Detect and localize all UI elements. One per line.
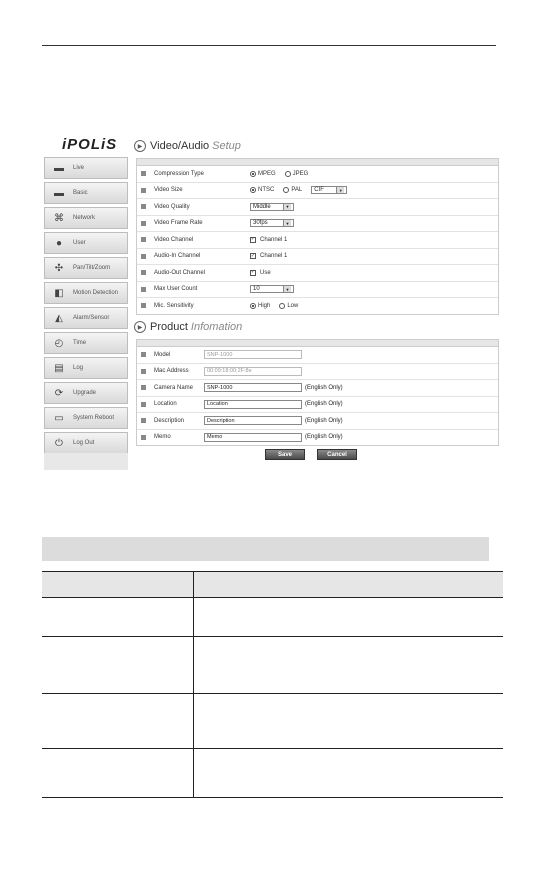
audio-out-row: Audio-Out Channel ✓ Use	[137, 265, 498, 282]
users-icon: ●	[55, 237, 63, 249]
frame-rate-select[interactable]: 30fps ▼	[250, 219, 294, 227]
sidebar-item-label: Live	[73, 165, 85, 171]
location-row: Location Location (English Only)	[137, 397, 498, 414]
play-circle-icon: ▶	[134, 321, 146, 333]
sidebar-item-upgrade[interactable]	[44, 382, 128, 404]
frame-rate-row: Video Frame Rate 30fps ▼	[137, 216, 498, 233]
table-row	[42, 637, 503, 694]
monitor-icon: ▬	[54, 187, 64, 199]
video-size-select[interactable]: CIF ▼	[311, 186, 347, 194]
mac-row: Mac Address 00:09:18:00:2F:8e	[137, 364, 498, 381]
settings-table	[42, 571, 503, 798]
bullet-icon	[141, 221, 146, 226]
max-user-row: Max User Count 10 ▼	[137, 282, 498, 299]
motion-icon: ◧	[54, 287, 64, 299]
sidebar-item-time[interactable]	[44, 332, 128, 354]
chevron-down-icon: ▼	[336, 187, 344, 193]
description-row: Description Description (English Only)	[137, 413, 498, 430]
camera-name-input[interactable]: SNP-1000	[204, 383, 302, 392]
bullet-icon	[141, 352, 146, 357]
play-circle-icon: ▶	[134, 140, 146, 152]
bullet-icon	[141, 204, 146, 209]
mpeg-radio[interactable]: MPEG	[250, 171, 276, 177]
mic-low-radio[interactable]: Low	[279, 303, 298, 309]
monitor-icon: ▬	[54, 162, 64, 174]
description-input[interactable]: Description	[204, 416, 302, 425]
camera-name-row: Camera Name SNP-1000 (English Only)	[137, 380, 498, 397]
audio-out-checkbox[interactable]: ✓	[250, 269, 256, 276]
table-caption-bar	[42, 537, 489, 561]
sidebar-item-basic[interactable]	[44, 182, 128, 204]
video-audio-panel	[136, 158, 499, 315]
bullet-icon	[141, 171, 146, 176]
video-audio-title: ▶ Video/Audio Setup	[134, 137, 241, 155]
main-content	[134, 133, 499, 470]
memo-input[interactable]: Memo	[204, 433, 302, 442]
sidebar-nav	[44, 157, 128, 457]
sidebar	[44, 133, 128, 470]
location-input[interactable]: Location	[204, 400, 302, 409]
reboot-icon: ▭	[54, 412, 64, 424]
bullet-icon	[141, 188, 146, 193]
audio-in-checkbox[interactable]: ✓	[250, 252, 256, 259]
save-button[interactable]: Save	[265, 449, 305, 460]
product-info-title: ▶ Product Infomation	[134, 318, 242, 336]
bullet-icon	[141, 435, 146, 440]
sidebar-item-pan-tilt-zoom[interactable]	[44, 257, 128, 279]
video-quality-row: Video Quality Middle ▼	[137, 199, 498, 216]
video-quality-select[interactable]: Middle ▼	[250, 203, 294, 211]
sidebar-item-alarm-sensor[interactable]	[44, 307, 128, 329]
jpeg-radio[interactable]: JPEG	[285, 171, 309, 177]
app-window	[44, 133, 499, 470]
upgrade-icon: ⟳	[54, 387, 64, 399]
max-user-select[interactable]: 10 ▼	[250, 285, 294, 293]
sidebar-item-label: User	[73, 240, 86, 246]
alarm-icon: ◭	[55, 312, 63, 324]
bullet-icon	[141, 287, 146, 292]
sidebar-item-label: Log Out	[73, 440, 95, 446]
compression-row: Compression Type MPEG JPEG	[137, 166, 498, 183]
network-icon: ⌘	[54, 212, 64, 224]
sidebar-item-label: Network	[73, 215, 96, 221]
mac-field: 00:09:18:00:2F:8e	[204, 367, 302, 376]
sidebar-item-label: Time	[73, 340, 87, 346]
table-row	[42, 598, 503, 637]
cancel-button[interactable]: Cancel	[317, 449, 357, 460]
header-rule	[42, 45, 496, 46]
table-row	[42, 694, 503, 749]
sidebar-footer	[44, 453, 128, 470]
video-size-row: Video Size NTSC PAL CIF ▼	[137, 183, 498, 200]
model-row: Model SNP-1000	[137, 347, 498, 364]
bullet-icon	[141, 254, 146, 259]
bullet-icon	[141, 237, 146, 242]
sidebar-item-label: Upgrade	[73, 390, 97, 396]
mic-sensitivity-row: Mic. Sensitivity High Low	[137, 298, 498, 314]
sidebar-item-log-out[interactable]	[44, 432, 128, 454]
chevron-down-icon: ▼	[283, 286, 291, 292]
sidebar-item-log[interactable]	[44, 357, 128, 379]
product-info-panel	[136, 339, 499, 446]
log-icon: ▤	[54, 362, 64, 374]
video-channel-row: Video Channel ✓ Channel 1	[137, 232, 498, 249]
sidebar-item-system-reboot[interactable]	[44, 407, 128, 429]
logout-icon: ⏻	[55, 437, 63, 449]
audio-in-row: Audio-In Channel ✓ Channel 1	[137, 249, 498, 266]
sidebar-item-label: Alarm/Sensor	[73, 315, 110, 321]
bullet-icon	[141, 418, 146, 423]
sidebar-item-network[interactable]	[44, 207, 128, 229]
sidebar-item-live[interactable]	[44, 157, 128, 179]
ntsc-radio[interactable]: NTSC	[250, 187, 274, 193]
sidebar-item-label: Basic	[73, 190, 88, 196]
sidebar-item-label: System Reboot	[73, 415, 115, 421]
bullet-icon	[141, 385, 146, 390]
table-header	[42, 572, 503, 598]
sidebar-item-user[interactable]	[44, 232, 128, 254]
clock-icon: ◴	[54, 337, 64, 349]
sidebar-item-label: Log	[73, 365, 84, 371]
chevron-down-icon: ▼	[283, 220, 291, 226]
sidebar-item-label: Motion Detection	[73, 290, 119, 296]
model-field: SNP-1000	[204, 350, 302, 359]
table-row	[42, 749, 503, 797]
chevron-down-icon: ▼	[283, 204, 291, 210]
mic-high-radio[interactable]: High	[250, 303, 270, 309]
memo-row: Memo Memo (English Only)	[137, 430, 498, 446]
ipolis-logo: iPOLiS	[62, 136, 118, 153]
sidebar-item-motion-detection[interactable]	[44, 282, 128, 304]
bullet-icon	[141, 402, 146, 407]
bullet-icon	[141, 303, 146, 308]
video-channel-checkbox[interactable]: ✓	[250, 236, 256, 243]
pal-radio[interactable]: PAL	[283, 187, 302, 193]
bullet-icon	[141, 369, 146, 374]
ptz-icon: ✣	[54, 262, 64, 274]
bullet-icon	[141, 270, 146, 275]
sidebar-item-label: Pan/Tilt/Zoom	[73, 265, 111, 271]
